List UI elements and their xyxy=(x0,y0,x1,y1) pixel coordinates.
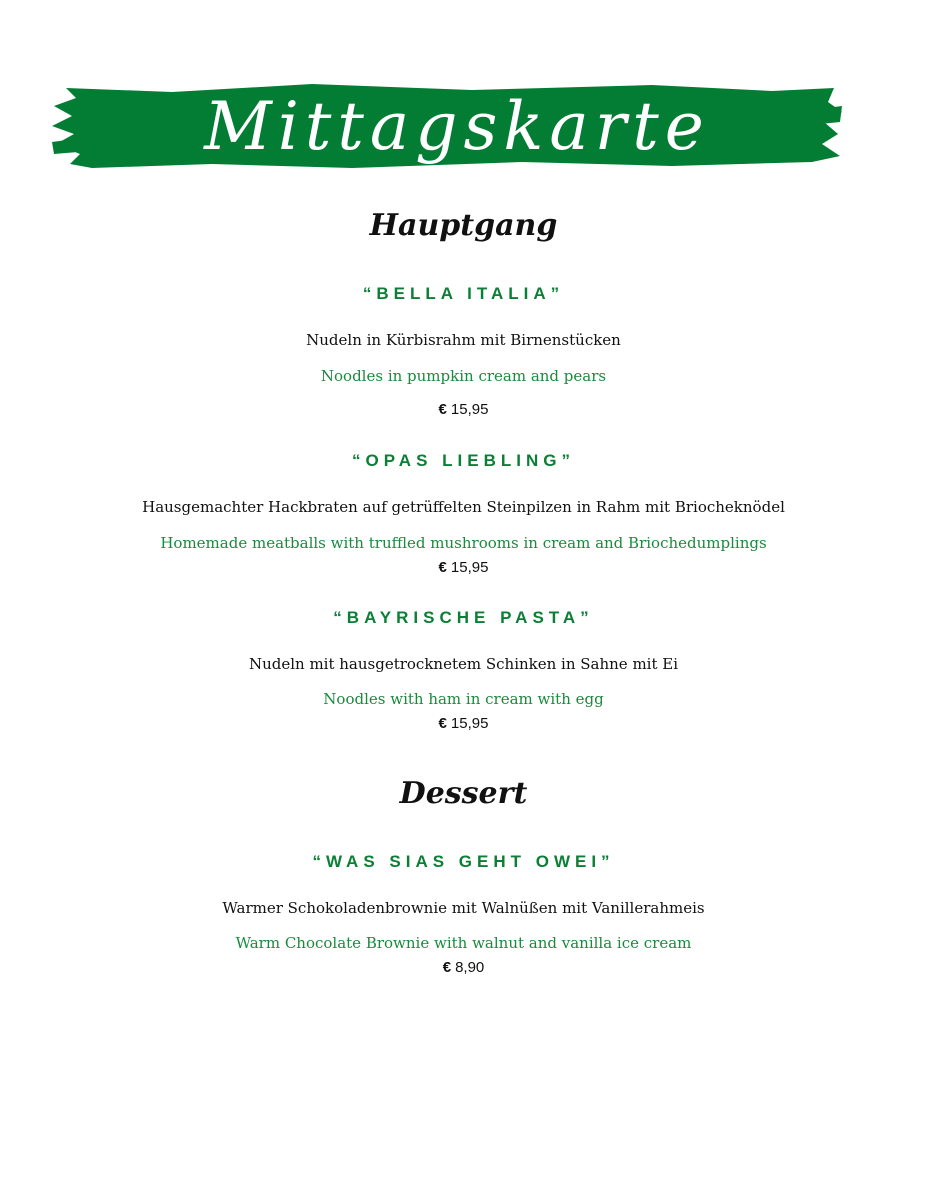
dish-description-en: Warm Chocolate Brownie with walnut and vanilla ice cream xyxy=(235,934,692,952)
dish-description-de: Hausgemachter Hackbraten auf getrüffelten Steinpilzen in Rahm mit Briocheknödel xyxy=(142,498,785,516)
section-title-dessert: Dessert xyxy=(399,776,528,811)
dish-name-bella-italia: “BELLA ITALIA” xyxy=(362,284,565,303)
dish-name-opas-liebling: “OPAS LIEBLING” xyxy=(352,451,575,470)
currency-symbol: € xyxy=(438,401,447,418)
dish-name-bayrische-pasta: “BAYRISCHE PASTA” xyxy=(333,608,594,627)
header-banner xyxy=(52,82,842,170)
dish-price xyxy=(0,715,927,732)
dish-name-was-sias-geht-owei: “WAS SIAS GEHT OWEI” xyxy=(312,852,615,871)
price-value: 8,90 xyxy=(455,959,485,976)
dish-price xyxy=(0,959,927,976)
currency-symbol: € xyxy=(438,559,447,576)
dish-price xyxy=(0,559,927,576)
price-value: 15,95 xyxy=(450,715,489,732)
section-title-hauptgang: Hauptgang xyxy=(369,208,558,243)
currency-symbol: € xyxy=(438,715,447,732)
dish-description-en: Noodles in pumpkin cream and pears xyxy=(320,367,607,385)
currency-symbol: € xyxy=(442,959,452,976)
dish-description-en: Homemade meatballs with truffled mushrooms in cream and Briochedumplings xyxy=(160,534,767,552)
dish-description-de: Warmer Schokoladenbrownie mit Walnüßen mit Vanillerahmeis xyxy=(222,899,705,917)
dish-description-de: Nudeln mit hausgetrocknetem Schinken in Sahne mit Ei xyxy=(248,655,679,673)
dish-description-en: Noodles with ham in cream with egg xyxy=(323,690,604,708)
price-value: 15,95 xyxy=(450,401,489,418)
price-value: 15,95 xyxy=(450,559,489,576)
page-title: Mittagskarte xyxy=(204,87,710,165)
dish-price xyxy=(0,401,927,418)
dish-description-de: Nudeln in Kürbisrahm mit Birnenstücken xyxy=(306,331,621,349)
